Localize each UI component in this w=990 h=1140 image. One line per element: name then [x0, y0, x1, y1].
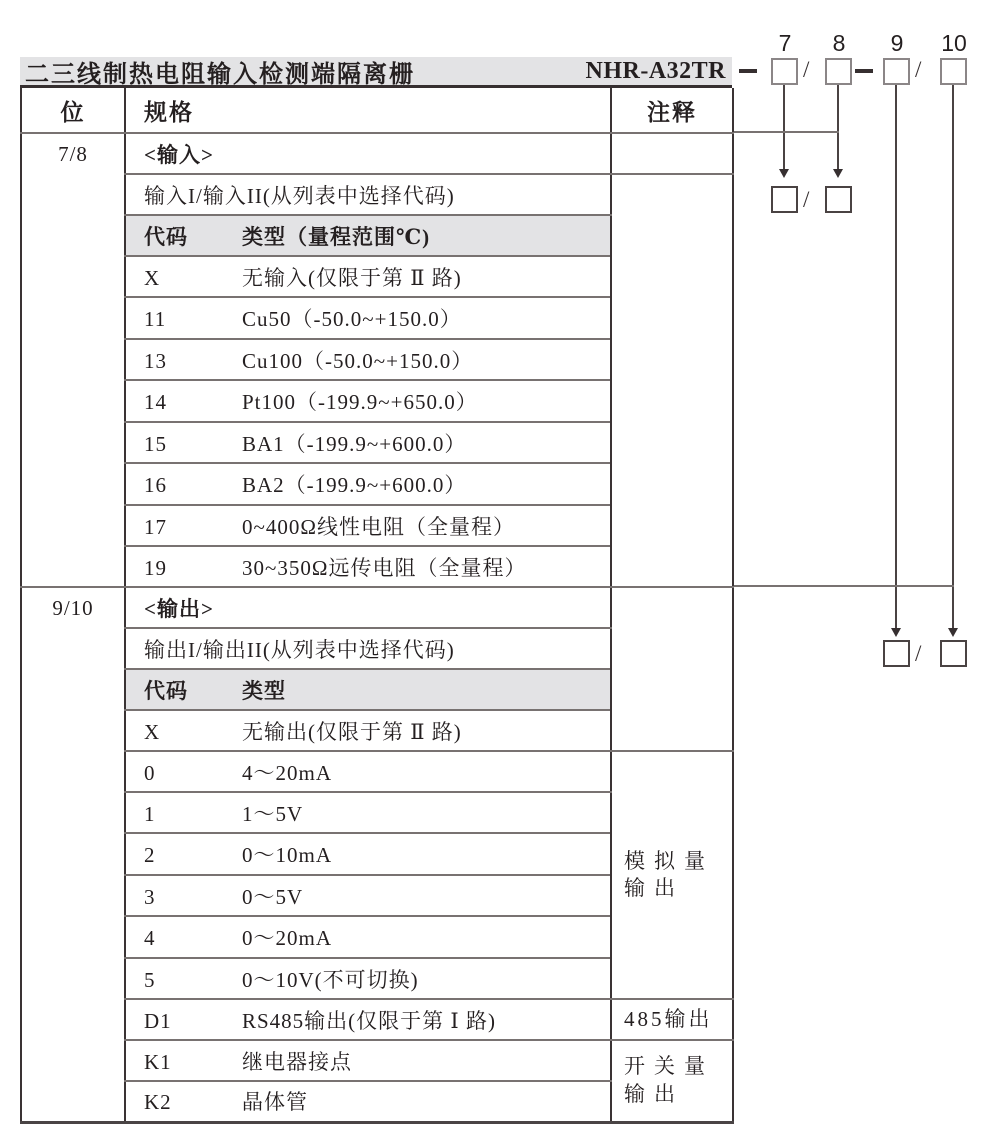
spec-cell: [125, 958, 611, 999]
type-value: RS485输出(仅限于第 Ⅰ 路): [242, 1008, 496, 1033]
code-value: D1: [144, 1008, 172, 1033]
digit-label-9: 9: [890, 30, 904, 56]
table-row: [21, 1040, 733, 1081]
note-cell: [611, 587, 733, 751]
note-line: 输出: [624, 1081, 684, 1106]
row-extension-line-input: [732, 131, 839, 133]
code-value: 5: [144, 967, 156, 992]
code-value: 14: [144, 390, 167, 414]
spec-cell: [125, 1081, 611, 1122]
type-value: 1～5V: [242, 801, 304, 826]
note-line: 输出: [624, 876, 684, 900]
spec-cell: [125, 546, 611, 587]
type-header: 类型（量程范围℃): [242, 224, 431, 249]
table-row: [21, 174, 733, 215]
code-box-10: [940, 58, 967, 85]
table-row: [21, 133, 733, 174]
type-value: 30~350Ω远传电阻（全量程）: [242, 555, 527, 580]
note-line: 模拟量: [624, 848, 714, 873]
connector-line-9: [895, 85, 897, 628]
arrow-down-icon: [779, 169, 789, 178]
input-value-box-7: [771, 186, 798, 213]
type-value: 继电器接点: [242, 1049, 352, 1074]
type-value: 0～20mA: [242, 926, 332, 950]
output-value-box-10: [940, 640, 967, 667]
digit-label-10: 10: [941, 30, 967, 56]
table-row: [21, 587, 733, 628]
arrow-down-icon: [891, 628, 901, 637]
position-cell-input: 7/8: [21, 133, 125, 587]
code-value: X: [144, 265, 161, 290]
header-position: 位: [21, 88, 125, 133]
connector-line-7: [783, 85, 785, 169]
code-value: X: [144, 719, 161, 744]
code-box-9: [883, 58, 910, 85]
code-value: 2: [144, 843, 156, 867]
arrow-down-icon: [948, 628, 958, 637]
note-analog-output: [611, 751, 733, 999]
code-header: 代码: [144, 678, 188, 703]
code-value: 4: [144, 926, 156, 950]
type-value: 0～10V(不可切换): [242, 967, 419, 992]
table-row: [21, 751, 733, 792]
type-value: Cu100（-50.0~+150.0）: [242, 348, 474, 373]
code-value: 13: [144, 348, 167, 373]
note-cell: [611, 133, 733, 174]
type-value: BA1（-199.9~+600.0）: [242, 431, 467, 456]
connector-line-10: [952, 85, 954, 628]
dash-separator: [739, 69, 757, 73]
type-value: 0～5V: [242, 884, 304, 909]
slash-separator: /: [803, 57, 810, 82]
type-value: 4～20mA: [242, 760, 332, 785]
type-value: 晶体管: [242, 1090, 308, 1115]
type-value: 无输出(仅限于第 Ⅱ 路): [242, 719, 462, 744]
model-number: NHR-A32TR: [585, 57, 726, 84]
code-value: 3: [144, 884, 156, 909]
digit-label-7: 7: [778, 30, 792, 56]
slash-separator: /: [915, 641, 922, 666]
slash-separator: /: [915, 57, 922, 82]
note-cell: [611, 174, 733, 587]
input-section-title: <输入>: [125, 133, 611, 174]
output-section-title: <输出>: [125, 587, 611, 628]
spec-cell: [125, 463, 611, 505]
dash-separator: [855, 69, 873, 73]
code-value: K1: [144, 1049, 172, 1074]
arrow-down-icon: [833, 169, 843, 178]
note-line: 485输出: [624, 1006, 713, 1031]
spec-cell: [125, 710, 611, 751]
code-value: 11: [144, 307, 167, 331]
spec-cell: [125, 751, 611, 792]
spec-cell: [125, 380, 611, 422]
slash-separator: /: [803, 187, 810, 212]
type-value: 0～10mA: [242, 843, 332, 867]
position-cell-output: 9/10: [52, 596, 94, 620]
code-box-7: [771, 58, 798, 85]
code-header: 代码: [144, 224, 188, 249]
input-code-header-row: [125, 215, 611, 256]
spec-cell: [125, 505, 611, 546]
code-value: 1: [144, 801, 156, 826]
output-code-header-row: [125, 669, 611, 710]
spec-table: [20, 88, 734, 1124]
type-value: 无输入(仅限于第 Ⅱ 路): [242, 265, 462, 290]
spec-cell: [125, 422, 611, 463]
code-value: 16: [144, 473, 167, 497]
table-row: [21, 999, 733, 1040]
header-spec: 规格: [125, 88, 611, 133]
code-value: 0: [144, 760, 156, 785]
code-value: 17: [144, 514, 167, 539]
output-subtitle: 输出I/输出II(从列表中选择代码): [125, 628, 611, 669]
note-485-output: [611, 999, 733, 1040]
spec-cell: [125, 875, 611, 916]
digit-label-8: 8: [832, 30, 846, 56]
spec-cell: [125, 1040, 611, 1081]
code-value: 19: [144, 555, 167, 580]
row-extension-line-output: [732, 585, 954, 587]
type-value: Cu50（-50.0~+150.0）: [242, 307, 462, 331]
input-subtitle: 输入I/输入II(从列表中选择代码): [125, 174, 611, 215]
note-line: 开关量: [624, 1054, 714, 1079]
spec-cell: [125, 256, 611, 297]
connector-line-8: [837, 85, 839, 169]
code-box-8: [825, 58, 852, 85]
type-value: BA2（-199.9~+600.0）: [242, 473, 467, 497]
type-value: Pt100（-199.9~+650.0）: [242, 390, 478, 414]
spec-cell: [125, 297, 611, 339]
note-switch-output: [611, 1040, 733, 1122]
spec-cell: [125, 833, 611, 875]
page-title: 二三线制热电阻输入检测端隔离栅: [25, 61, 415, 88]
type-value: 0~400Ω线性电阻（全量程）: [242, 514, 515, 539]
spec-cell: [125, 916, 611, 958]
output-value-box-9: [883, 640, 910, 667]
input-value-box-8: [825, 186, 852, 213]
type-header: 类型: [242, 678, 286, 703]
code-value: 15: [144, 431, 167, 456]
table-header-row: [21, 88, 733, 133]
title-bar: [20, 57, 732, 88]
code-value: K2: [144, 1090, 172, 1115]
spec-cell: [125, 792, 611, 833]
header-note: 注释: [611, 88, 733, 133]
spec-cell: [125, 339, 611, 380]
spec-cell: [125, 999, 611, 1040]
